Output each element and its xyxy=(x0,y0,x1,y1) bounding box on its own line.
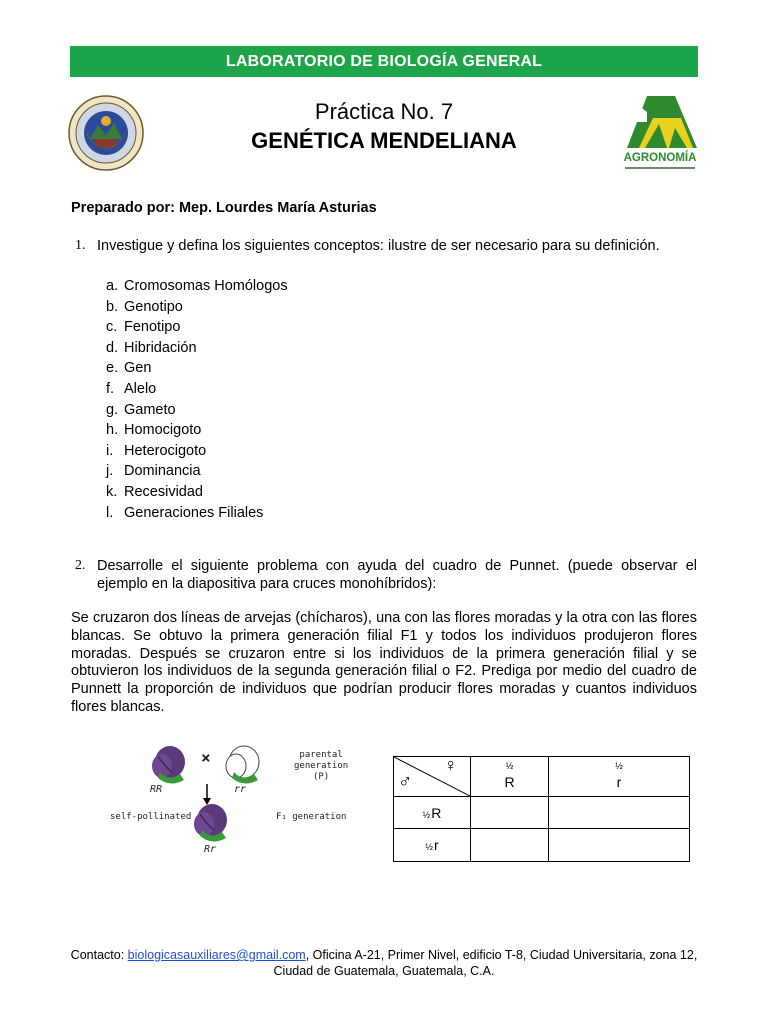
list-item: a. Cromosomas Homólogos xyxy=(106,278,288,294)
punnett-square xyxy=(393,756,690,862)
female-symbol-icon: ♀ xyxy=(444,755,458,775)
list-item: k. Recesividad xyxy=(106,483,203,500)
male-symbol-icon: ♂ xyxy=(398,771,413,792)
cross-symbol: × xyxy=(201,748,211,767)
punnett-cell[interactable] xyxy=(471,797,549,829)
parent1-genotype: RR xyxy=(150,784,163,795)
purple-flower-icon xyxy=(152,746,185,784)
monohybrid-cross-diagram xyxy=(108,742,366,860)
contact-email-link[interactable]: biologicasauxiliares@gmail.com xyxy=(127,948,306,962)
punnett-col-header: ½ R xyxy=(471,757,549,797)
punnett-corner-cell xyxy=(394,757,471,797)
list-item: g. Gameto xyxy=(106,401,176,418)
practice-number-title: Práctica No. 7 xyxy=(314,99,454,124)
list-item: b. Genotipo xyxy=(106,298,183,315)
list-item: d. Hibridación xyxy=(106,339,197,356)
footer-contact: Contacto: biologicasauxiliares@gmail.com, Oficina A-21, Primer Nivel, edificio T-8, Ciudad Universitaria, zona 12, Ciudad de Guatemala, Guatemala, C.A. xyxy=(70,948,698,978)
problem-paragraph: Se cruzaron dos líneas de arvejas (chícharos), una con las flores moradas y la otra con las flores blancas. Se obtuvo la primera generación filial F1 y todos los individuos produjeron flores moradas. Después se cruzaron entre si los individuos de la primera generación filial y se obtuvieron los individuos de la segunda generación filial o F2. Prediga por medio del cuadro de Punnett la proporción de individuos que podrían producir flores moradas y cuantos individuos flores blancas. xyxy=(71,610,697,715)
university-seal-logo xyxy=(68,95,144,171)
offspring-genotype: Rr xyxy=(204,844,217,855)
list-item: i. Heterocigoto xyxy=(106,442,207,459)
self-pollinated-label: self-pollinated xyxy=(110,812,192,822)
concept-list xyxy=(106,276,288,523)
list-item: j. Dominancia xyxy=(106,463,201,480)
purple-flower-icon xyxy=(194,804,227,842)
question-1-number: 1. xyxy=(75,238,86,253)
list-item: e. Gen xyxy=(106,360,152,377)
punnett-cell[interactable] xyxy=(471,829,549,862)
list-item: h. Homocigoto xyxy=(106,422,202,439)
prepared-by: Preparado por: Mep. Lourdes María Asturias xyxy=(71,200,377,216)
agronomia-logo xyxy=(617,94,703,172)
punnett-cell[interactable] xyxy=(549,829,690,862)
punnett-cell[interactable] xyxy=(549,797,690,829)
punnett-row-header: ½ R xyxy=(394,797,471,829)
punnett-row-header: ½ r xyxy=(394,829,471,862)
header-banner: LABORATORIO DE BIOLOGÍA GENERAL xyxy=(70,46,698,77)
parent2-genotype: rr xyxy=(234,784,247,795)
list-item: f. Alelo xyxy=(106,380,157,397)
question-2-number: 2. xyxy=(75,558,86,573)
white-flower-icon xyxy=(226,746,259,784)
agronomia-logo-text: AGRONOMÍA xyxy=(623,152,697,164)
list-item: l. Generaciones Filiales xyxy=(106,504,264,521)
practice-topic-title: GENÉTICA MENDELIANA xyxy=(251,128,517,153)
list-item: c. Fenotipo xyxy=(106,319,181,336)
parental-generation-label: parental generation (P) xyxy=(294,750,349,782)
punnett-col-header: ½ r xyxy=(549,757,690,797)
question-1-text: Investigue y defina los siguientes conceptos: ilustre de ser necesario para su definición. xyxy=(97,238,660,254)
question-2-text: Desarrolle el siguiente problema con ayuda del cuadro de Punnet. (puede observar el ejemplo en la diapositiva para cruces monohíbridos): xyxy=(97,558,697,592)
agronomia-subtitle-line xyxy=(625,167,695,169)
f1-generation-label: F₁ generation xyxy=(276,812,347,822)
